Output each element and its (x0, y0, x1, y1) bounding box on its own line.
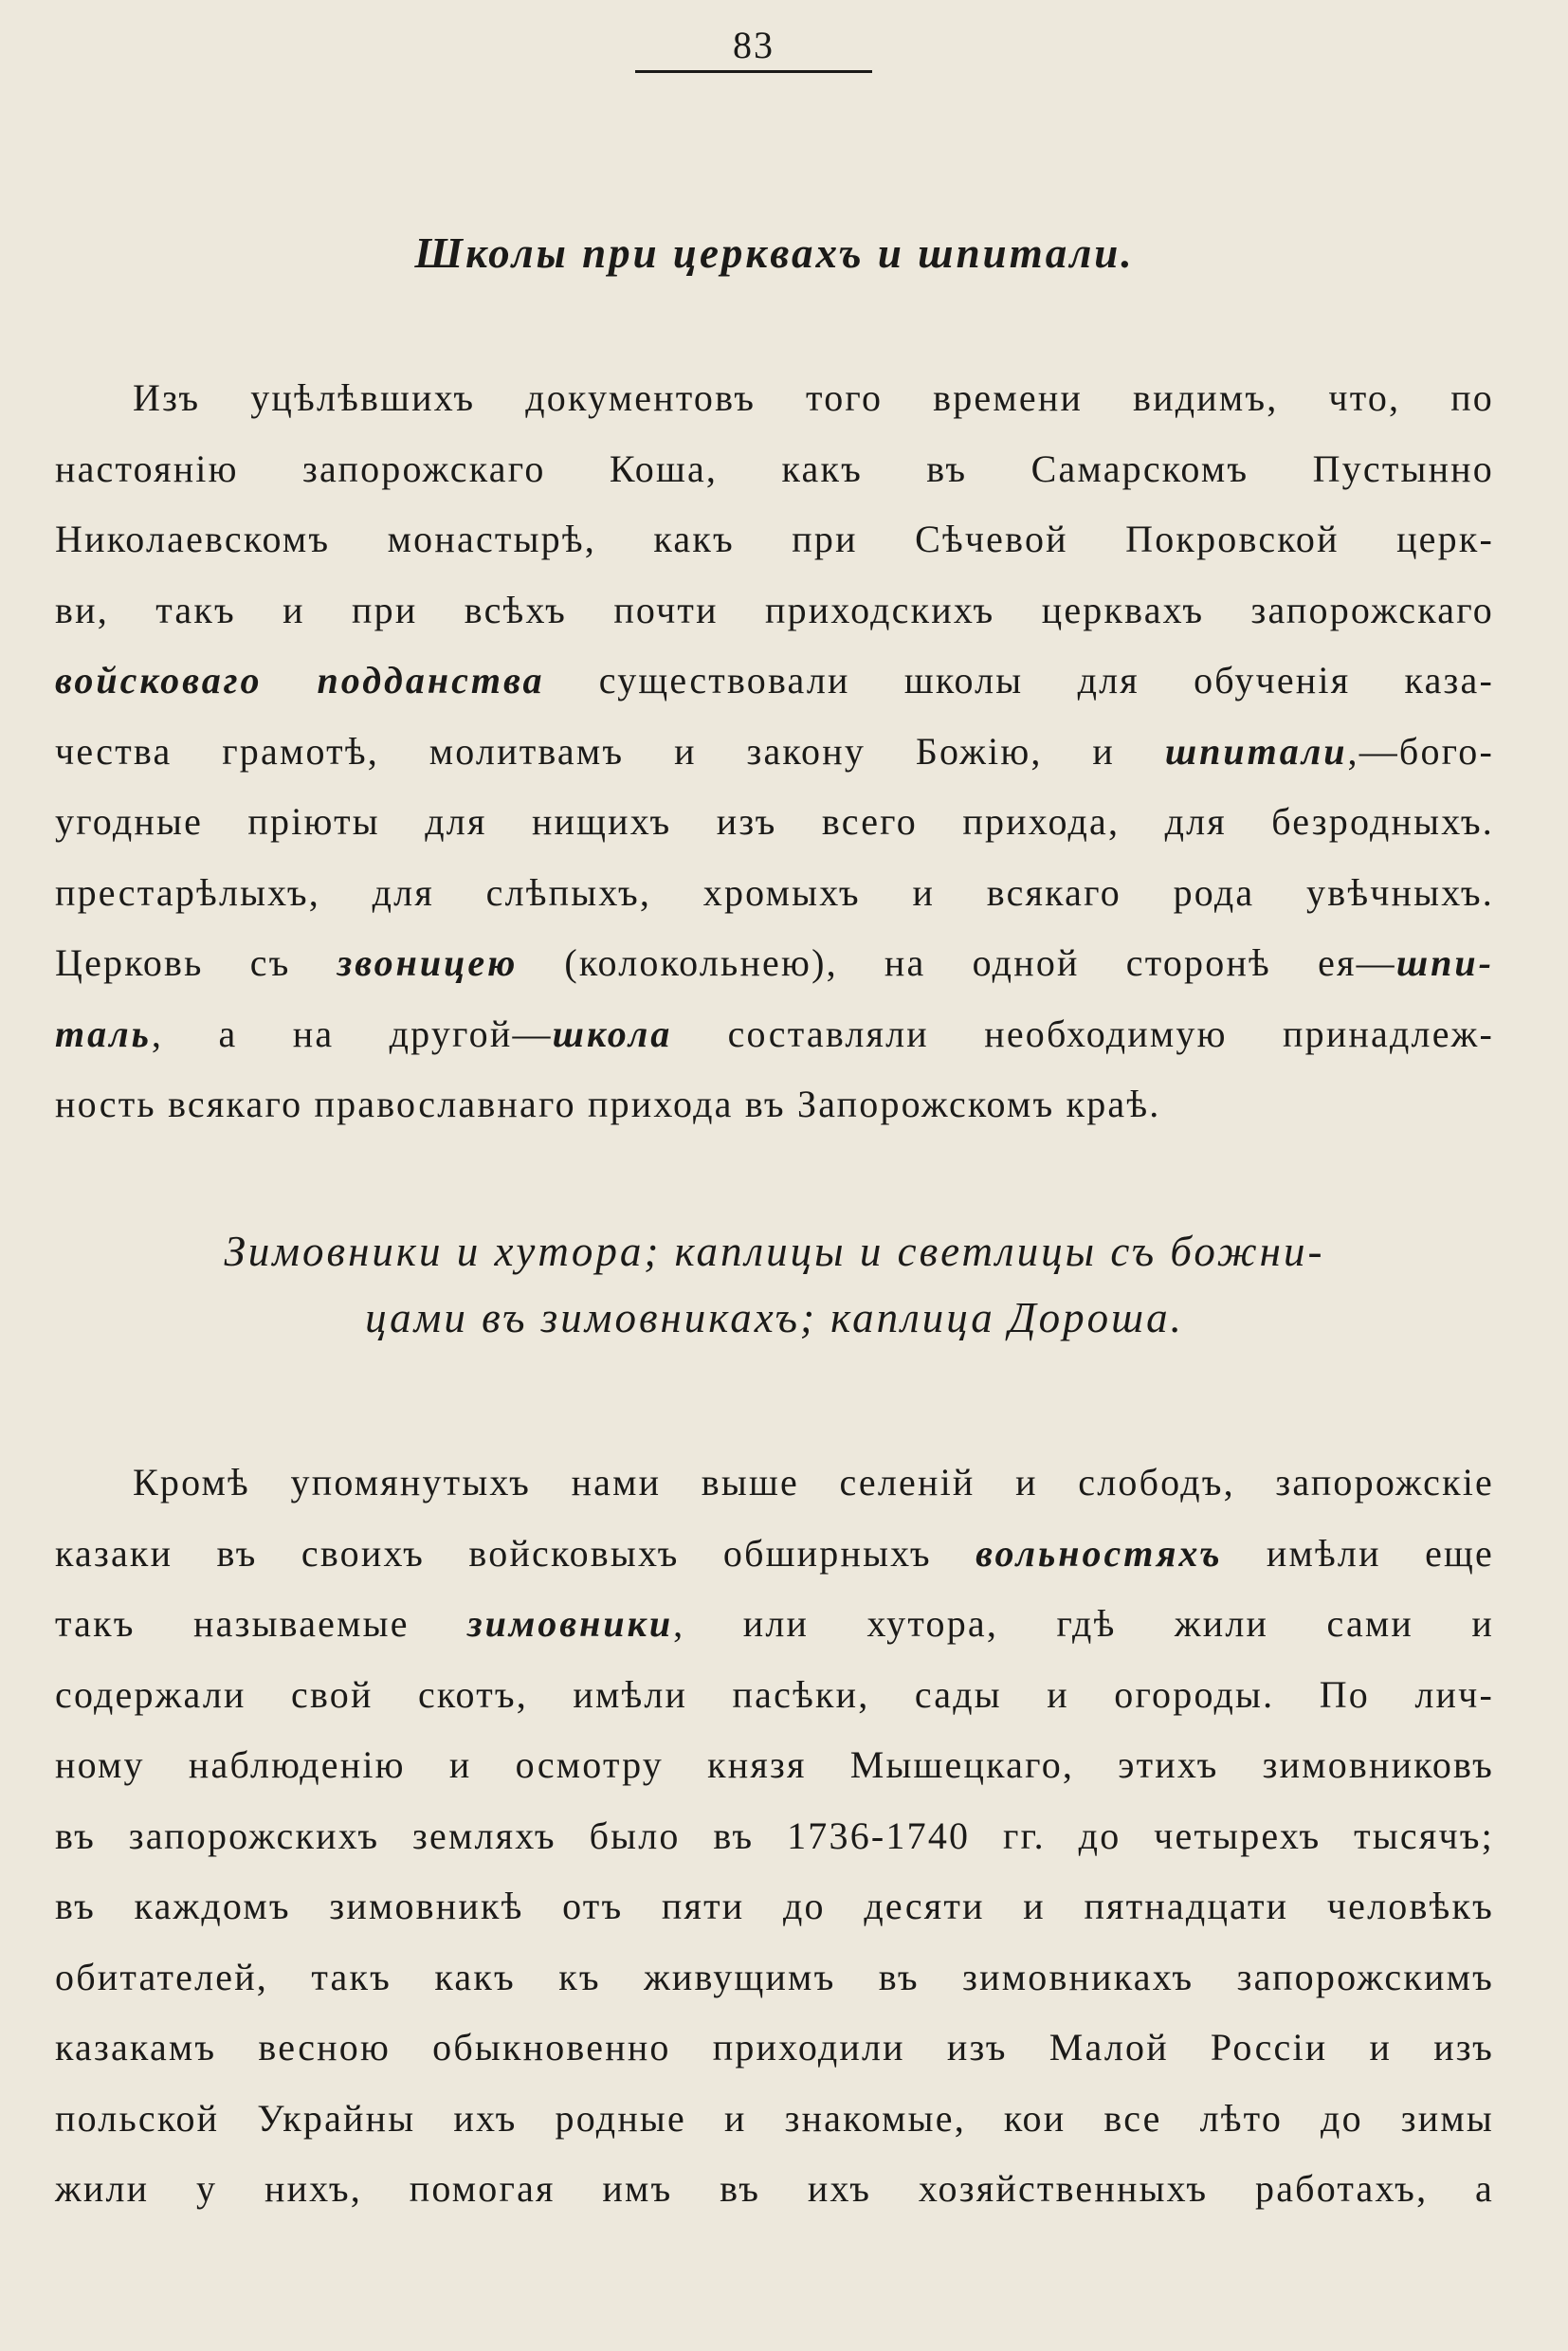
text-run: Кромѣ упомянутыхъ нами выше селеній и слободъ, запорожскіе (133, 1461, 1494, 1504)
section-heading-line: цами въ зимовникахъ; каплица Дороша. (365, 1294, 1184, 1341)
text-run: угодные пріюты для нищихъ изъ всего прихода, для безродныхъ. (55, 800, 1494, 843)
text-run: имѣли еще (1222, 1531, 1494, 1575)
text-run: ность всякаго православнаго прихода въ Запорожскомъ краѣ. (55, 1083, 1161, 1125)
text-line (55, 1730, 1494, 1801)
section-heading-line: Зимовники и хутора; каплицы и светлицы съ божни- (224, 1228, 1325, 1275)
text-line (55, 2013, 1494, 2084)
text-line (55, 434, 1494, 505)
text-run: Церковь съ (55, 941, 337, 984)
text-run: содержали свой скотъ, имѣли пасѣки, сады и огороды. По лич- (55, 1672, 1494, 1716)
text-run: существовали школы для обученія каза- (544, 659, 1494, 702)
paragraph-schools (55, 363, 1494, 1140)
text-run: такъ называемые (55, 1602, 468, 1645)
text-run: (колокольнею), на одной сторонѣ ея— (518, 941, 1396, 984)
text-run: престарѣлыхъ, для слѣпыхъ, хромыхъ и всякаго рода увѣчныхъ. (55, 870, 1494, 914)
text-run: , а на другой— (151, 1011, 553, 1055)
text-line (55, 2154, 1494, 2225)
text-line (55, 787, 1494, 858)
text-line (55, 1519, 1494, 1590)
text-line (55, 999, 1494, 1070)
emphasized-term: зимовники (467, 1602, 674, 1645)
section-heading-schools: Школы при церквахъ и шпитали. (414, 229, 1135, 277)
page-number: 83 (733, 24, 775, 66)
emphasized-term: войсковаго подданства (55, 659, 545, 702)
text-run: Николаевскомъ монастырѣ, какъ при Сѣчевой Покровской церк- (55, 518, 1494, 560)
text-run: обитателей, такъ какъ къ живущимъ въ зимовникахъ запорожскимъ (55, 1955, 1494, 1998)
emphasized-term: таль (55, 1011, 152, 1055)
text-line (55, 646, 1494, 717)
text-run: жили у нихъ, помогая имъ въ ихъ хозяйственныхъ работахъ, а (55, 2167, 1494, 2210)
text-run: чества грамотѣ, молитвамъ и закону Божію, и (55, 729, 1165, 773)
text-run: ному наблюденію и осмотру князя Мышецкаго, этихъ зимовниковъ (55, 1743, 1494, 1786)
text-run: ви, такъ и при всѣхъ почти приходскихъ церквахъ запорожскаго (55, 588, 1494, 631)
paragraph-zimovniki (55, 1448, 1494, 2225)
text-line (55, 2084, 1494, 2155)
emphasized-term: шпи- (1395, 941, 1494, 984)
emphasized-term: звоницею (337, 941, 519, 984)
text-line (55, 1660, 1494, 1731)
text-run: , или хутора, гдѣ жили сами и (673, 1602, 1494, 1645)
text-line (55, 1801, 1494, 1872)
text-line (55, 717, 1494, 788)
emphasized-term: вольностяхъ (975, 1531, 1223, 1575)
text-line (55, 363, 1494, 434)
text-line (55, 1942, 1494, 2014)
section-heading-zimovniki (55, 1218, 1494, 1351)
text-run: ,—бого- (1347, 729, 1494, 773)
text-run: настоянію запорожскаго Коша, какъ въ Самарскомъ Пустынно (55, 447, 1494, 490)
text-line (55, 1448, 1494, 1519)
text-line (55, 1069, 1494, 1140)
text-run: польской Украйны ихъ родные и знакомые, кои все лѣто до зимы (55, 2096, 1494, 2140)
text-run: составляли необходимую принадлеж- (672, 1011, 1495, 1055)
text-run: Изъ уцѣлѣвшихъ документовъ того времени видимъ, что, по (133, 376, 1494, 419)
text-line (55, 504, 1494, 575)
text-run: казакамъ весною обыкновенно приходили изъ Малой Россіи и изъ (55, 2026, 1494, 2069)
text-line (55, 858, 1494, 929)
text-run: казаки въ своихъ войсковыхъ обширныхъ (55, 1531, 976, 1575)
text-line (55, 575, 1494, 647)
page-number-rule (635, 70, 872, 73)
text-run: въ запорожскихъ земляхъ было въ 1736-1740 гг. до четырехъ тысячъ; (55, 1813, 1494, 1857)
text-line (55, 928, 1494, 999)
emphasized-term: шпитали (1164, 729, 1348, 773)
text-run: въ каждомъ зимовникѣ отъ пяти до десяти и пятнадцати человѣкъ (55, 1885, 1494, 1927)
text-line (55, 1871, 1494, 1942)
text-line (55, 1589, 1494, 1660)
emphasized-term: школа (552, 1011, 673, 1055)
